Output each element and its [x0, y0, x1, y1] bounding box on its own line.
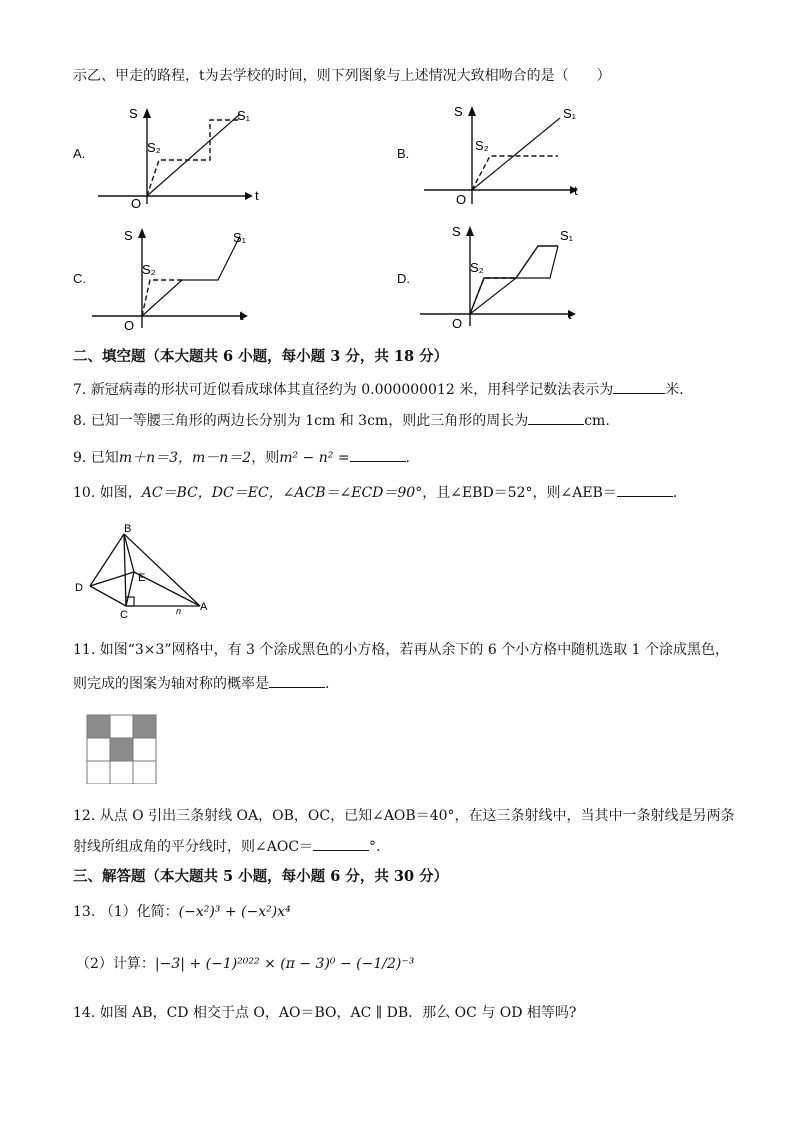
graph-c-t: t [240, 308, 244, 323]
graph-a-s2: S₂ [147, 140, 161, 155]
q10-answer-blank[interactable] [617, 482, 673, 497]
q7-answer-blank[interactable] [613, 379, 665, 394]
graph-b-o: O [456, 192, 467, 207]
grid-cell-shaded [87, 715, 110, 738]
q9-mid: ，则 [251, 450, 280, 466]
graph-a-t: t [255, 188, 259, 203]
q8-text: 8. 已知一等腰三角形的两边长分别为 1cm 和 3cm，则此三角形的周长为 [73, 413, 529, 429]
option-d-label: D. [397, 271, 410, 286]
section-3-title: 三、解答题（本大题共 5 小题，每小题 6 分，共 30 分） [73, 868, 449, 885]
option-b-label: B. [397, 146, 410, 161]
grid-cell-empty [133, 738, 156, 761]
fig10-label-b: B [124, 523, 132, 535]
q12-answer-blank[interactable] [313, 836, 369, 851]
q7-unit: 米． [665, 382, 694, 398]
q7-text: 7. 新冠病毒的形状可近似看成球体其直径约为 0.000000012 米，用科学记数法表示为 [73, 382, 614, 398]
figure-10-triangles [72, 522, 222, 622]
grid-cell-empty [110, 761, 133, 784]
q13a-expression: (−x²)³ + (−x²)x⁴ [178, 904, 291, 920]
q9-expr-1: m＋n＝3，m－n＝2 [118, 450, 252, 466]
q10-expr: AC＝BC，DC＝EC，∠ACB＝∠ECD＝90° [141, 485, 423, 501]
fig10-label-d: D [75, 582, 83, 594]
question-12-line-2 [73, 836, 380, 857]
fig10-label-a: A [200, 601, 208, 613]
grid-cell-empty [133, 761, 156, 784]
q10-end: . [672, 485, 678, 501]
q8-unit: cm. [584, 413, 610, 429]
question-12-line-1: 12. 从点 O 引出三条射线 OA，OB，OC，已知∠AOB＝40°，在这三条射线中，当其中一条射线是另两条 [73, 808, 735, 824]
graph-d-s: S [452, 224, 461, 239]
question-11-line-1: 11. 如图“3×3”网格中，有 3 个涂成黑色的小方格，若再从余下的 6 个小方格中随机选取 1 个涂成黑色， [73, 642, 729, 658]
question-14: 14. 如图 AB，CD 相交于点 O，AO＝BO，AC ∥ DB．那么 OC 与 OD 相等吗? [73, 1005, 577, 1021]
q8-answer-blank[interactable] [528, 410, 584, 425]
q10-text: 10. 如图， [73, 485, 142, 501]
graph-c-s1: S₁ [233, 230, 247, 245]
graph-b-s1: S₁ [563, 106, 577, 121]
grid-3x3 [86, 714, 158, 784]
graph-b-s2: S₂ [475, 138, 489, 153]
fig10-label-c: C [120, 609, 128, 621]
option-c-label: C. [73, 271, 86, 286]
graph-a-o: O [131, 196, 142, 211]
option-a-label: A. [73, 146, 86, 161]
q12-text: 射线所组成角的平分线时，则∠AOC＝ [73, 839, 314, 855]
graph-a-s: S [129, 106, 138, 121]
graph-a-s1: S₁ [237, 108, 251, 123]
q11-text: 则完成的图案为轴对称的概率是 [73, 676, 269, 692]
q9-end: . [405, 450, 410, 466]
q10-mid: ，且∠EBD＝52°，则∠AEB＝ [422, 485, 617, 501]
q9-expr-2: m² − n² = [279, 450, 350, 466]
question-11-line-2 [73, 673, 329, 694]
q9-answer-blank[interactable] [350, 447, 406, 462]
question-8 [73, 410, 610, 431]
grid-cell-shaded [133, 715, 156, 738]
fig10-label-e: E [138, 572, 146, 584]
question-9 [73, 447, 410, 468]
graph-d-t: t [568, 307, 572, 322]
grid-cell-empty [87, 738, 110, 761]
graph-d-s2: S₂ [470, 260, 484, 275]
graph-c-o: O [124, 318, 135, 333]
question-13-part-1 [73, 902, 291, 922]
graph-a [95, 100, 285, 212]
q11-end: . [325, 676, 330, 692]
graph-d-o: O [452, 316, 463, 331]
intro-line: 示乙、甲走的路程，t为去学校的时间，则下列图象与上述情况大致相吻合的是（ ） [73, 68, 611, 84]
section-2-title: 二、填空题（本大题共 6 小题，每小题 3 分，共 18 分） [73, 348, 449, 365]
fig10-label-n: n [176, 606, 182, 616]
graph-b-t: t [574, 183, 578, 198]
graph-c-s2: S₂ [142, 262, 156, 277]
graph-d-s1: S₁ [560, 228, 574, 243]
q9-text: 9. 已知 [73, 450, 119, 466]
grid-cell-empty [110, 715, 133, 738]
question-7 [73, 379, 693, 400]
graph-d [418, 222, 598, 334]
question-13-part-2 [76, 954, 414, 974]
graph-b [420, 100, 600, 212]
question-10 [73, 482, 677, 503]
q11-answer-blank[interactable] [269, 673, 325, 688]
grid-cell-shaded [110, 738, 133, 761]
grid-cell-empty [87, 761, 110, 784]
q12-end: °. [369, 839, 381, 855]
graph-b-s: S [454, 104, 463, 119]
q13b-text: （2）计算： [76, 956, 155, 972]
q13a-text: 13. （1）化简： [73, 904, 179, 920]
q13b-expression: |−3| + (−1)²⁰²² × (π − 3)⁰ − (−1/2)⁻³ [154, 956, 415, 972]
graph-c [90, 224, 270, 336]
graph-c-s: S [124, 228, 133, 243]
